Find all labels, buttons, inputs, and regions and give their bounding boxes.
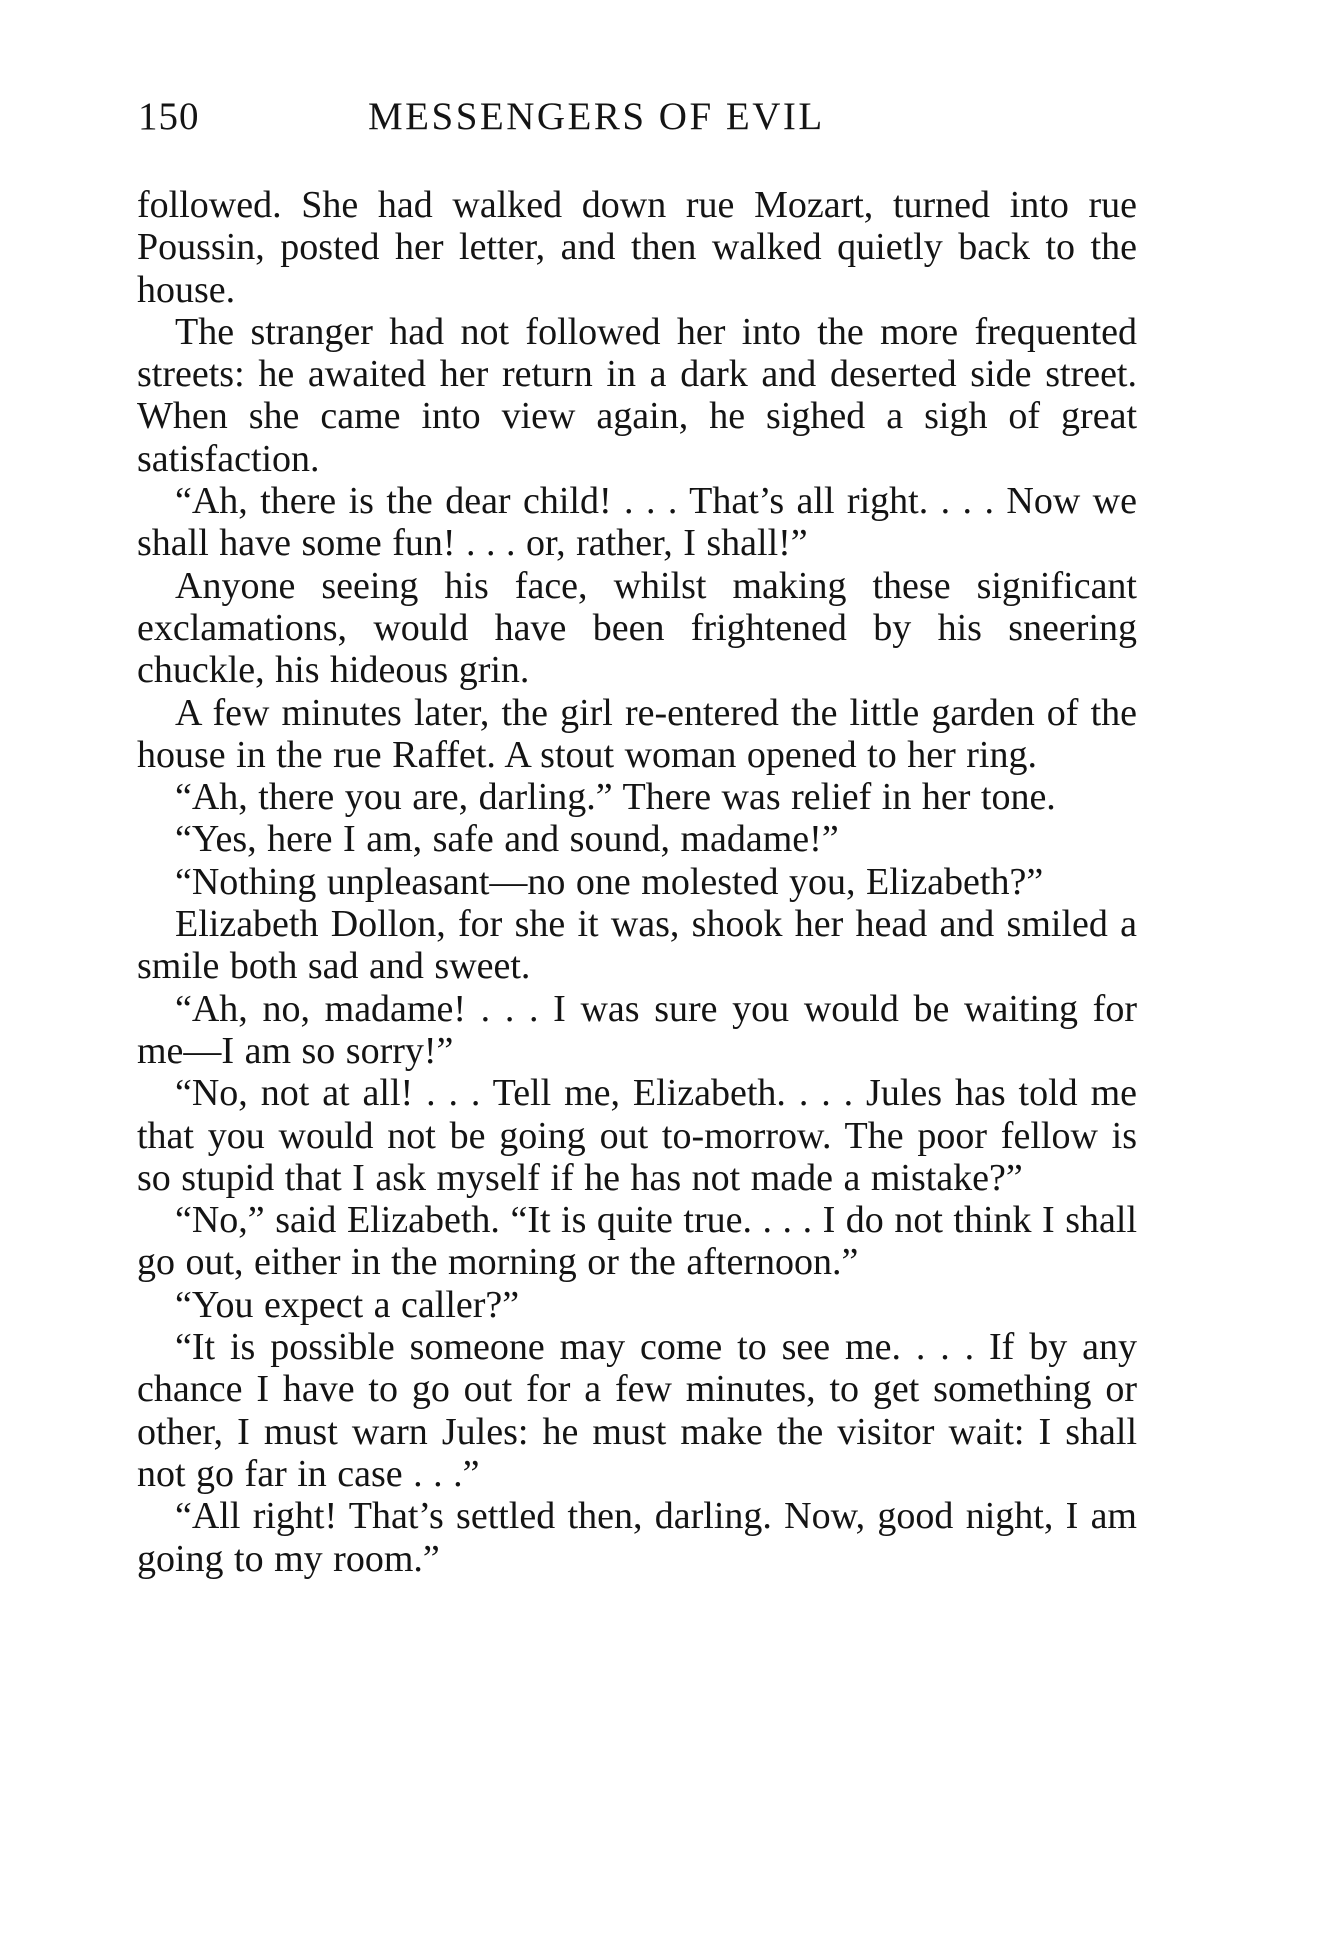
paragraph: The stranger had not followed her into the more frequented streets: he awaited her return in a dark and deserted side street. When she came into view again, he sighed a sigh of great satisfaction. — [137, 310, 1137, 480]
paragraph: Elizabeth Dollon, for she it was, shook her head and smiled a smile both sad and sweet. — [137, 903, 1137, 988]
paragraph: “All right! That’s settled then, darling. Now, good night, I am going to my room.” — [137, 1495, 1137, 1580]
paragraph: “Nothing unpleasant—no one molested you, Elizabeth?” — [175, 860, 1044, 903]
paragraph: “Ah, there you are, darling.” There was relief in her tone. — [175, 776, 1056, 819]
page-header — [138, 92, 1138, 142]
paragraph: Anyone seeing his face, whilst making these significant exclamations, would have been frightened by his sneering chuckle, his hideous grin. — [137, 564, 1137, 692]
paragraph: “Ah, no, madame! . . . I was sure you would be waiting for me—I am so sorry!” — [137, 987, 1137, 1072]
paragraph: A few minutes later, the girl re-entered the little garden of the house in the rue Raffet. A stout woman opened to her ring. — [137, 691, 1137, 776]
paragraph: “Yes, here I am, safe and sound, madame!” — [175, 818, 839, 861]
running-head-title: MESSENGERS OF EVIL — [368, 95, 825, 138]
paragraph: “No, not at all! . . . Tell me, Elizabeth. . . . Jules has told me that you would not be going out to-morrow. The poor fellow is so stupid that I ask myself if he has not made a mistake?” — [137, 1072, 1137, 1199]
paragraph: “Ah, there is the dear child! . . . That’s all right. . . . Now we shall have some fun! . . . or, rather, I shall!” — [137, 480, 1137, 565]
paragraph: “You expect a caller?” — [175, 1283, 520, 1326]
paragraph: “It is possible someone may come to see me. . . . If by any chance I have to go out for a few minutes, to get something or other, I must warn Jules: he must make the visitor wait: I shall not go far in case . . .” — [137, 1326, 1137, 1495]
page-number: 150 — [138, 95, 200, 138]
body-text — [137, 184, 1137, 1580]
paragraph-continued: followed. She had walked down rue Mozart, turned into rue Poussin, posted her letter, and then walked quietly back to the house. — [137, 184, 1137, 311]
paragraph: “No,” said Elizabeth. “It is quite true. . . . I do not think I shall go out, either in the morning or the afternoon.” — [137, 1199, 1137, 1284]
